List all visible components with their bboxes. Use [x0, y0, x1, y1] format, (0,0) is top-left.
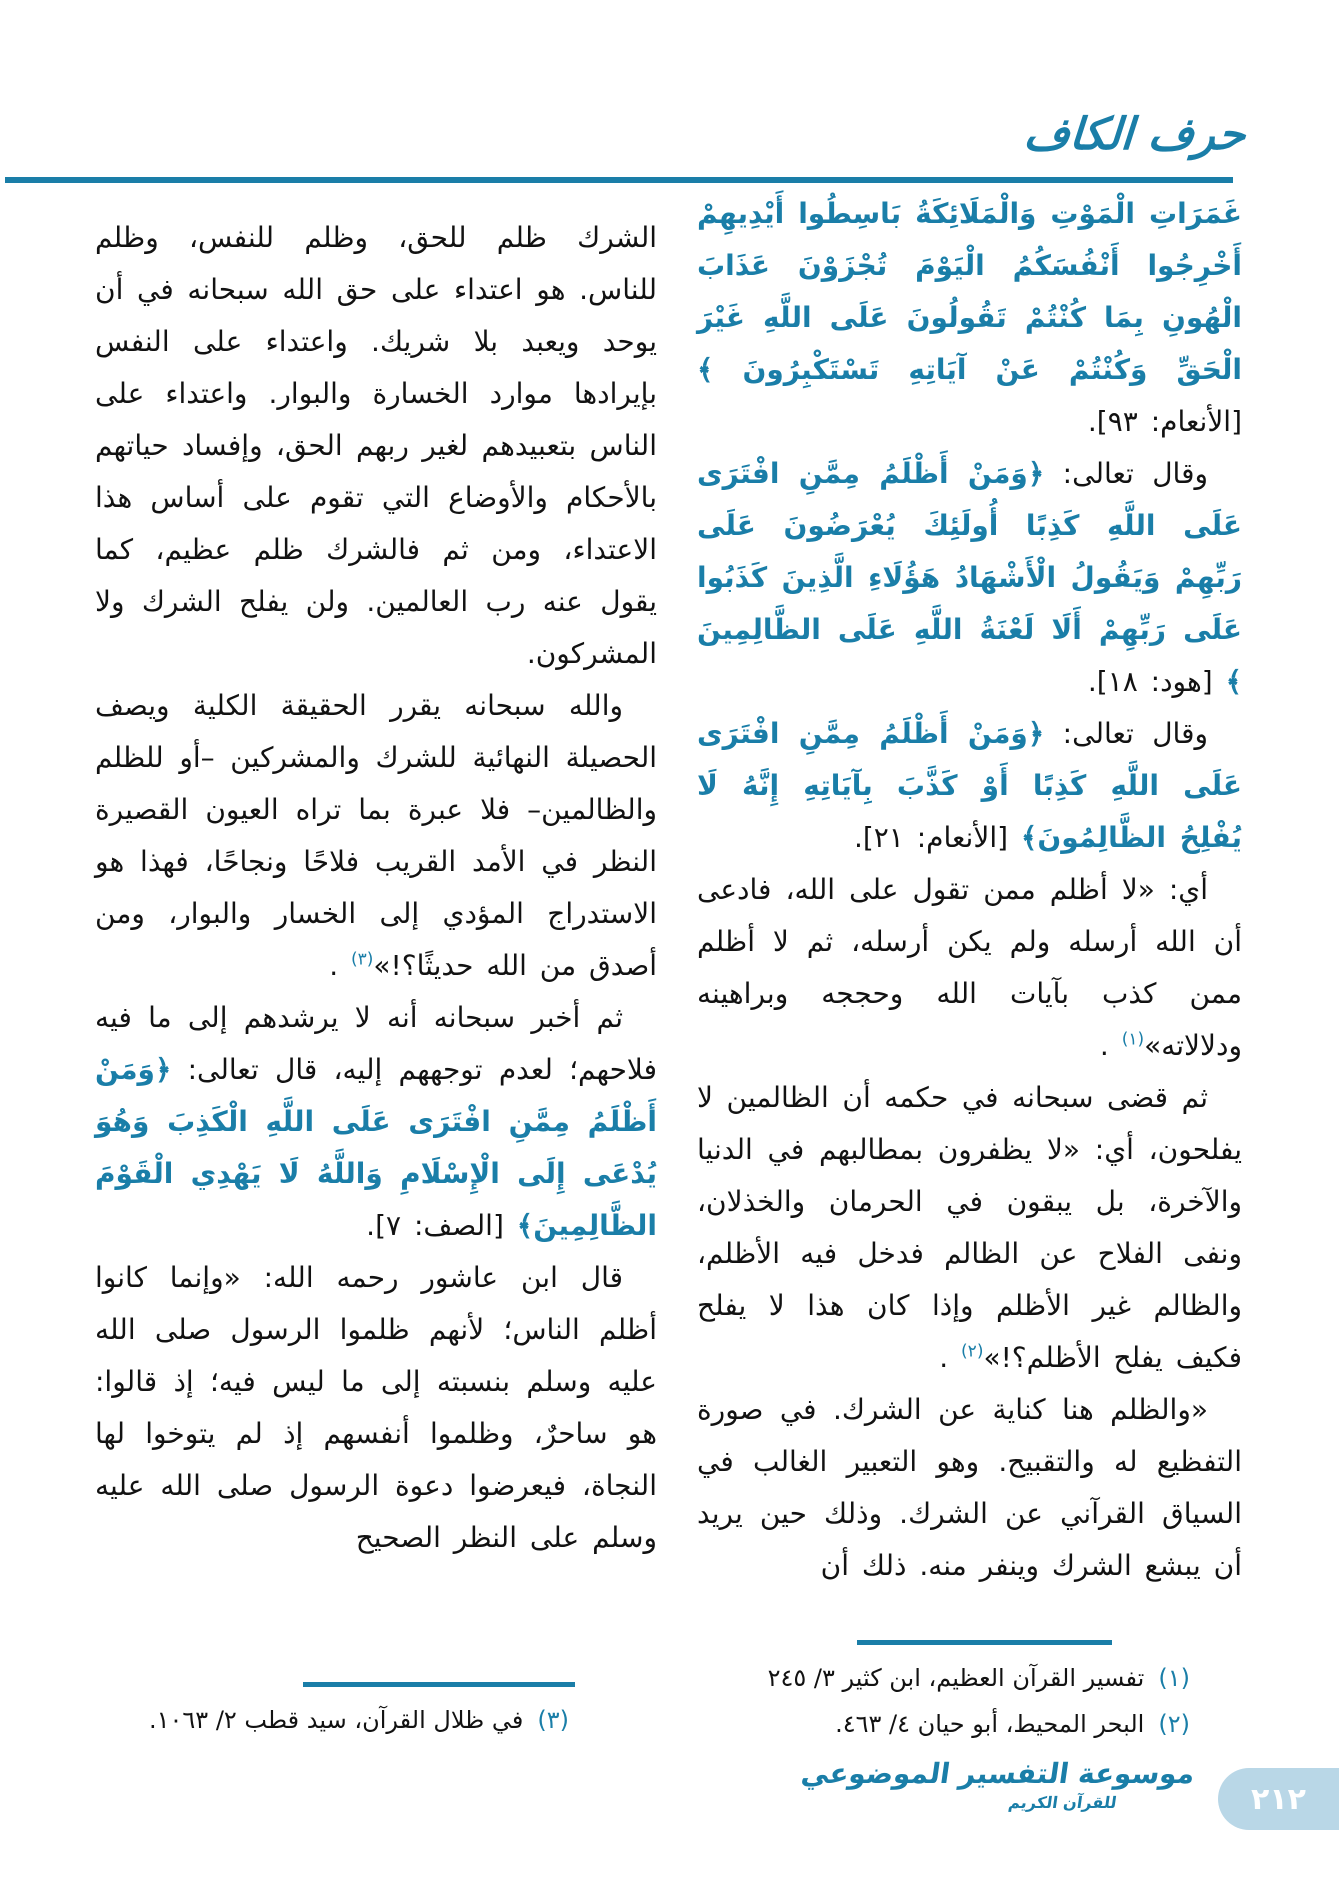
page-number-badge: [1218, 1768, 1339, 1830]
footnote-1: [697, 1655, 1242, 1701]
paragraph-ibn-ashur-quote: [95, 1252, 657, 1564]
column-right: [697, 188, 1242, 1592]
body-text: الشرك ظلم للحق، وظلم للنفس، وظلم للناس. هو اعتداء على حق الله سبحانه في أن يوحد ويعبد بلا شريك. واعتداء على النفس بإيرادها موارد الخسارة والبوار. واعتداء على الناس بتعبيدهم لغير ربهم الحق، وإفساد حياتهم بالأحكام والأوضاع التي تقوم على أساس هذا الاعتداء، ومن ثم فالشرك ظلم عظيم، كما يقول عنه رب العالمين. ولن يفلح الشرك ولا المشركون.: [95, 221, 657, 670]
body-text: وقال تعالى:: [1044, 457, 1208, 490]
footnote-separator: [303, 1682, 575, 1687]
paragraph-shirk-injustice: [95, 212, 657, 680]
body-text: وقال تعالى:: [1044, 717, 1208, 750]
quran-verse-anam-93: [697, 188, 1242, 448]
page-number: ٢١٢: [1251, 1781, 1306, 1817]
paragraph-verse-saff-7: [95, 992, 657, 1252]
footnote-text: تفسير القرآن العظيم، ابن كثير ٣/ ٢٤٥: [767, 1664, 1145, 1692]
paragraph-commentary-2: [697, 1072, 1242, 1384]
quran-text: ﴿وَمَنْ أَظْلَمُ مِمَّنِ افْتَرَى عَلَى اللَّهِ كَذِبًا أُولَئِكَ يُعْرَضُونَ عَلَى رَبِّهِمْ وَيَقُولُ الْأَشْهَادُ هَؤُلَاءِ الَّذِينَ كَذَبُوا عَلَى رَبِّهِمْ أَلَا لَعْنَةُ اللَّهِ عَلَى الظَّالِمِينَ ﴾: [697, 457, 1242, 698]
body-text: .: [329, 949, 351, 982]
footnote-3: [95, 1697, 657, 1743]
verse-ref: [الأنعام: ٩٣].: [1087, 405, 1242, 438]
footnote-marker: (٣): [537, 1706, 569, 1734]
paragraph-commentary-1: [697, 864, 1242, 1072]
footnote-ref-2: (٢): [961, 1341, 984, 1362]
footnote-text: البحر المحيط، أبو حيان ٤/ ٤٦٣.: [835, 1710, 1145, 1738]
footnote-marker: (١): [1158, 1664, 1190, 1692]
body-text: أي: «لا أظلم ممن تقول على الله، فادعى أن الله أرسله ولم يكن أرسله، ثم لا أظلم ممن كذب بآيات الله وحججه وبراهينه ودلالاته»: [697, 873, 1242, 1062]
logo-title: موسوعة التفسير الموضوعي: [799, 1757, 1197, 1790]
footnote-text: في ظلال القرآن، سيد قطب ٢/ ١٠٦٣.: [148, 1706, 524, 1734]
body-text: «والظلم هنا كناية عن الشرك. في صورة التفظيع له والتقبيح. وهو التعبير الغالب في السياق القرآني عن الشرك. وذلك حين يريد أن يبشع الشرك وينفر منه. ذلك أن: [697, 1393, 1242, 1582]
quran-text: ﴿وَمَنْ أَظْلَمُ مِمَّنِ افْتَرَى عَلَى اللَّهِ كَذِبًا أَوْ كَذَّبَ بِآيَاتِهِ إِنَّهُ لَا يُفْلِحُ الظَّالِمُونَ﴾: [697, 717, 1242, 854]
logo-subtitle: للقرآن الكريم: [1007, 1793, 1118, 1812]
footnote-ref-3: (٣): [351, 949, 374, 970]
paragraph-verse-anam-21: [697, 708, 1242, 864]
body-text: ثم قضى سبحانه في حكمه أن الظالمين لا يفلحون، أي: «لا يظفرون بمطالبهم في الدنيا والآخرة، بل يبقون في الحرمان والخذلان، ونفى الفلاح عن الظالم فدخل فيه الأظلم، والظالم غير الأظلم وإذا كان هذا لا يفلح فكيف يفلح الأظلم؟!»: [697, 1081, 1242, 1374]
body-text: .: [1099, 1029, 1122, 1062]
column-left: [95, 212, 657, 1564]
publisher-logo: [799, 1756, 1197, 1814]
body-text: قال ابن عاشور رحمه الله: «وإنما كانوا أظلم الناس؛ لأنهم ظلموا الرسول صلى الله عليه وسلم بنسبته إلى ما ليس فيه؛ إذ قالوا: هو ساحرٌ، وظلموا أنفسهم إذ لم يتوخوا لها النجاة، فيعرضوا دعوة الرسول صلى الله عليه وسلم على النظر الصحيح: [95, 1261, 657, 1554]
body-text: والله سبحانه يقرر الحقيقة الكلية ويصف الحصيلة النهائية للشرك والمشركين –أو للظلم والظالمين– فلا عبرة بما تراه العيون القصيرة النظر في الأمد القريب فلاحًا ونجاحًا، فهذا هو الاستدراج المؤدي إلى الخسار والبوار، ومن أصدق من الله حديثًا؟!»: [95, 689, 657, 982]
footnote-2: [697, 1701, 1242, 1747]
paragraph-commentary-3: [697, 1384, 1242, 1592]
body-text: ثم أخبر سبحانه أنه لا يرشدهم إلى ما فيه فلاحهم؛ لعدم توجههم إليه، قال تعالى:: [95, 1001, 657, 1086]
paragraph-verse-hud-18: [697, 448, 1242, 708]
verse-ref: [الأنعام: ٢١].: [853, 821, 1021, 854]
footnote-ref-1: (١): [1121, 1029, 1145, 1050]
header-rule: [5, 177, 1233, 183]
quran-text: غَمَرَاتِ الْمَوْتِ وَالْمَلَائِكَةُ بَاسِطُوا أَيْدِيهِمْ أَخْرِجُوا أَنْفُسَكُمُ الْيَوْمَ تُجْزَوْنَ عَذَابَ الْهُونِ بِمَا كُنْتُمْ تَقُولُونَ عَلَى اللَّهِ غَيْرَ الْحَقِّ وَكُنْتُمْ عَنْ آيَاتِهِ تَسْتَكْبِرُونَ ﴾: [697, 197, 1242, 386]
footnotes-right: [697, 1640, 1242, 1747]
footnotes-left: [95, 1682, 657, 1743]
body-text: .: [939, 1341, 962, 1374]
quran-text: ﴿وَمَنْ أَظْلَمُ مِمَّنِ افْتَرَى عَلَى اللَّهِ الْكَذِبَ وَهُوَ يُدْعَى إِلَى الْإِسْلَامِ وَاللَّهُ لَا يَهْدِي الْقَوْمَ الظَّالِمِينَ﴾: [95, 1053, 657, 1242]
footnote-marker: (٢): [1158, 1710, 1190, 1738]
paragraph-final-outcome: [95, 680, 657, 992]
verse-ref: [هود: ١٨].: [1087, 665, 1226, 698]
chapter-heading: حرف الكاف: [1021, 109, 1247, 160]
verse-ref: [الصف: ٧].: [366, 1209, 517, 1242]
footnote-separator: [857, 1640, 1112, 1645]
